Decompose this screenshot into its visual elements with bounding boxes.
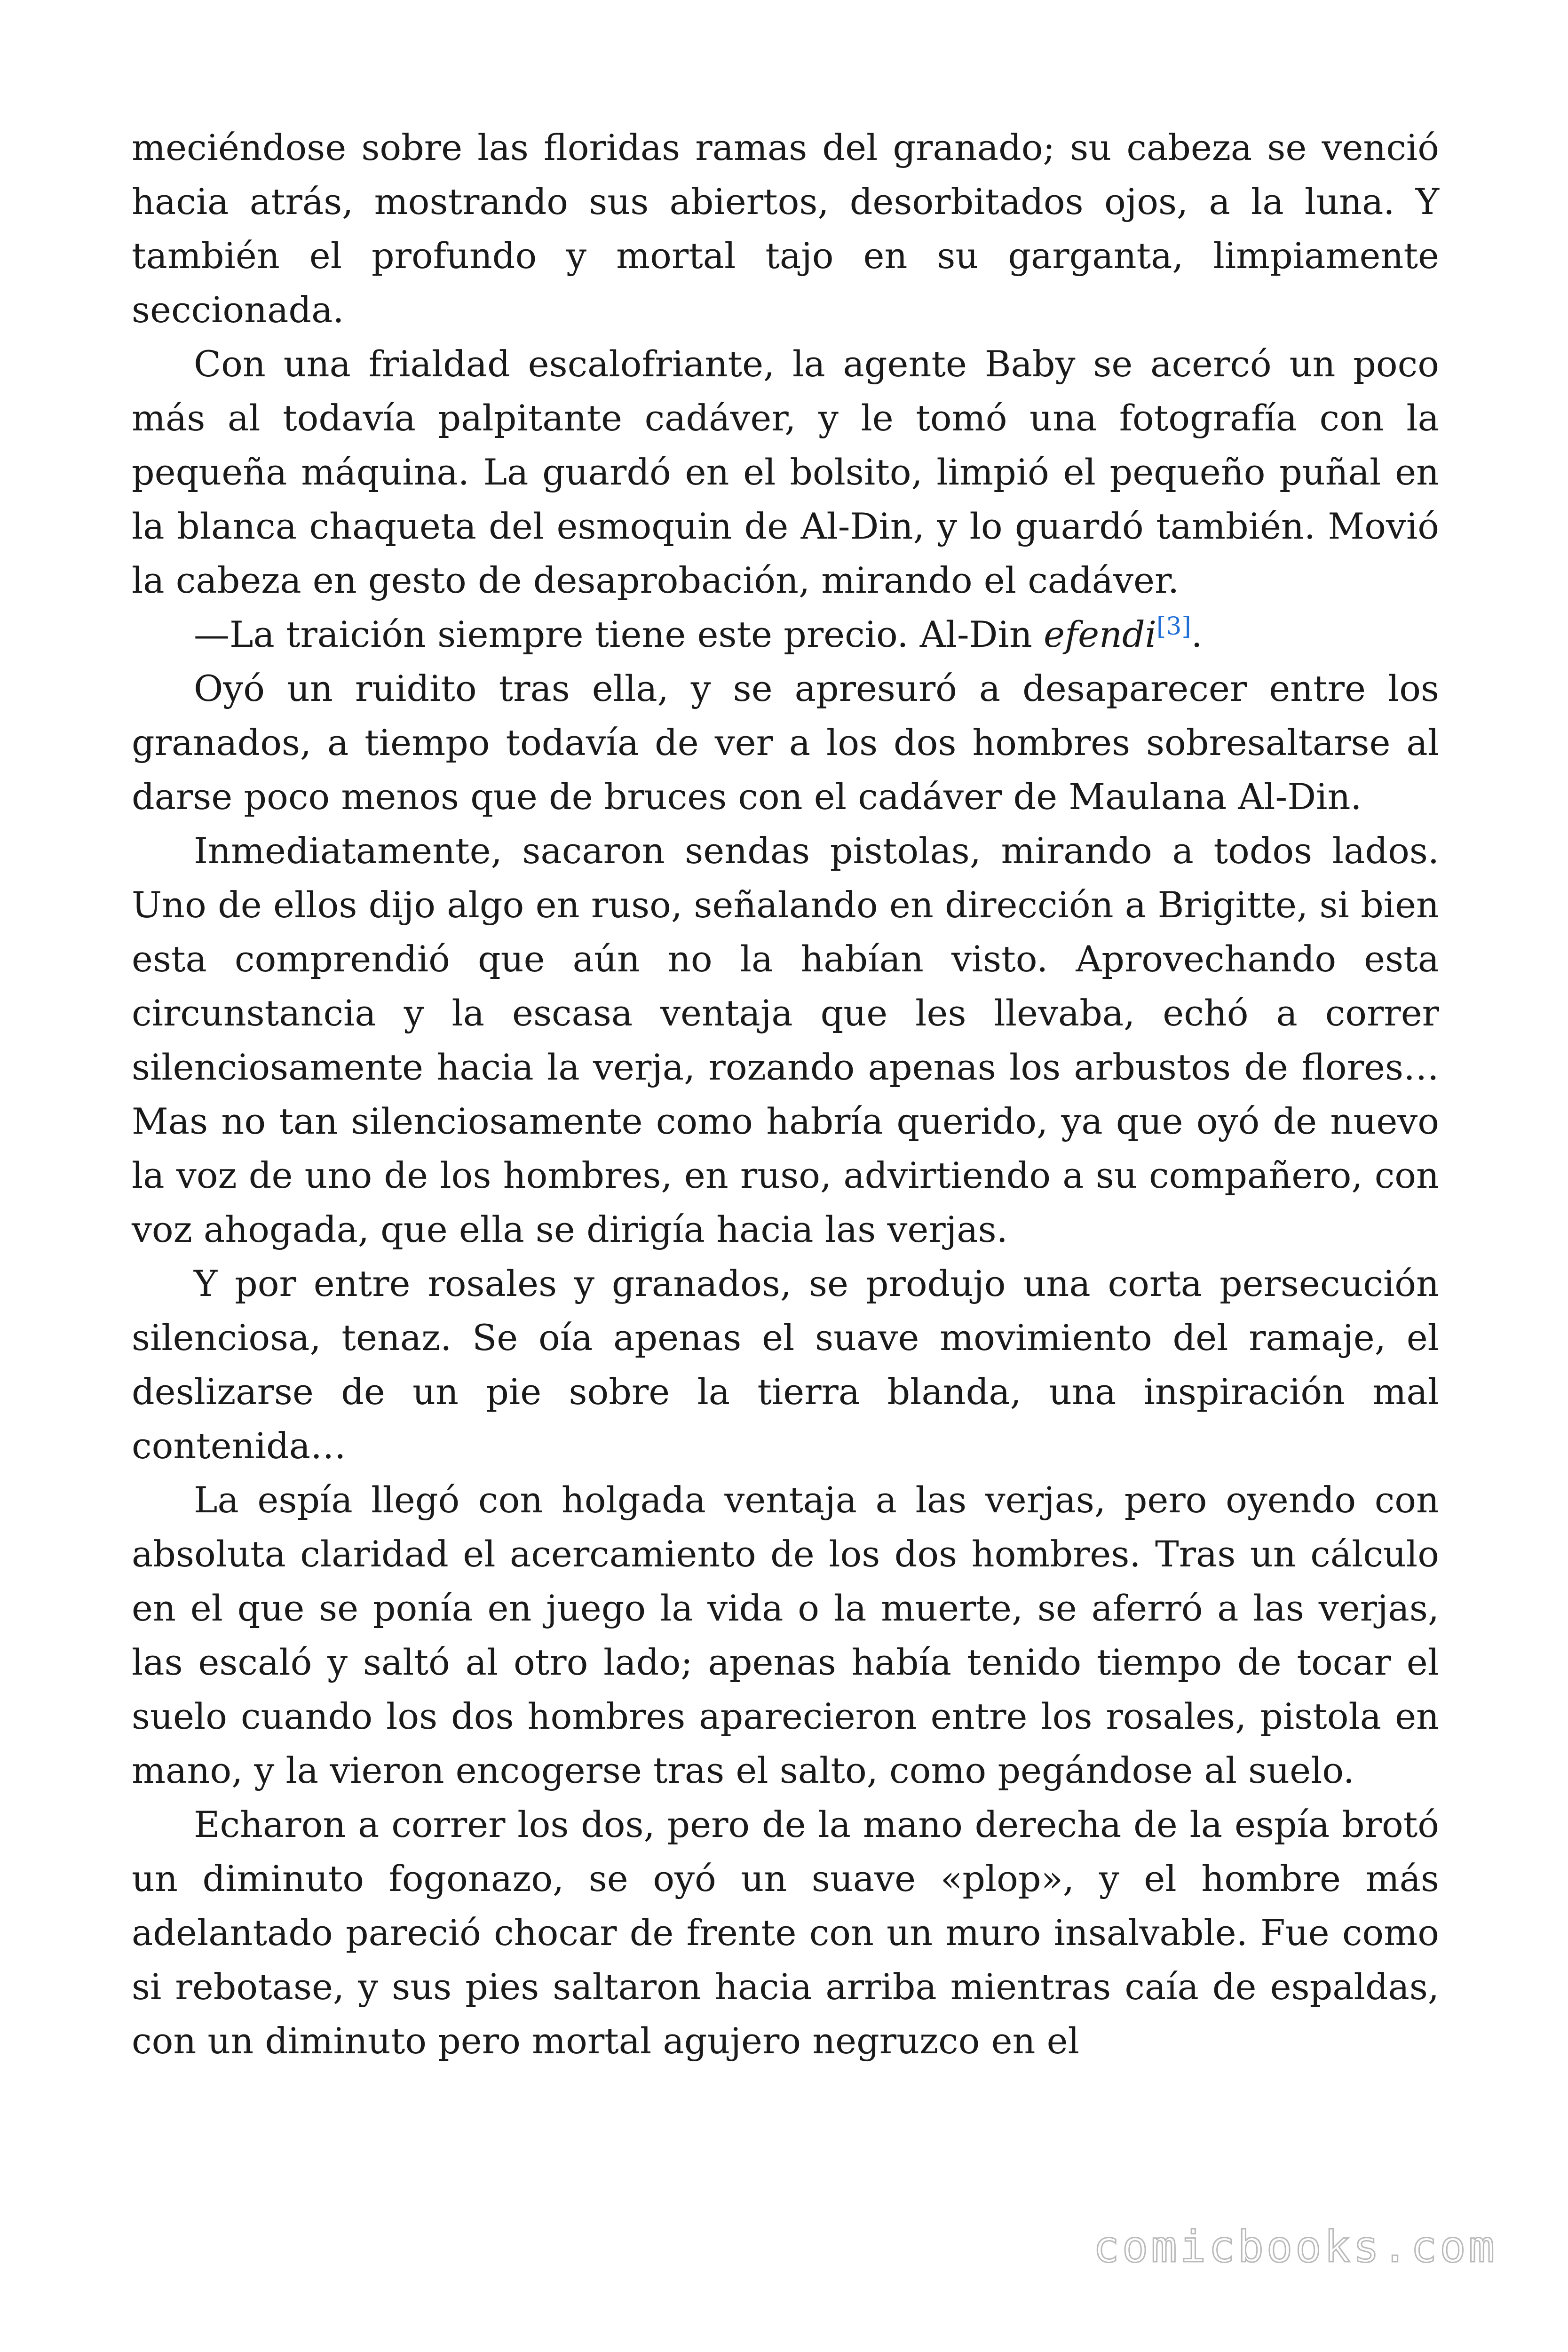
paragraph: Echaron a correr los dos, pero de la mano derecha de la espía brotó un diminuto fogonazo, se oyó un suave «plop», y el hombre más adelantado pareció chocar de frente con un muro insalvable. Fue como si rebotase, y sus pies saltaron hacia arriba mientras caía de espaldas, con un diminuto pero mortal agujero negruzco en el: [132, 1804, 1439, 2062]
dialogue-text: —La traición siempre tiene este precio. Al-Din: [194, 613, 1044, 655]
watermark-logo: comicbooks.com: [1093, 2222, 1497, 2272]
italic-word: efendi: [1043, 613, 1156, 655]
paragraph: La espía llegó con holgada ventaja a las verjas, pero oyendo con absoluta claridad el acercamiento de los dos hombres. Tras un cálculo en el que se ponía en juego la vida o la muerte, se aferró a las verjas, las escaló y saltó al otro lado; apenas había tenido tiempo de tocar el suelo cuando los dos hombres aparecieron entre los rosales, pistola en mano, y la vieron encogerse tras el salto, como pegándose al suelo.: [132, 1479, 1439, 1791]
paragraph: Inmediatamente, sacaron sendas pistolas, mirando a todos lados. Uno de ellos dijo algo en ruso, señalando en dirección a Brigitte, si bien esta comprendió que aún no la habían visto. Aprovechando esta circunstancia y la escasa ventaja que les llevaba, echó a correr silenciosamente hacia la verja, rozando apenas los arbustos de flores… Mas no tan silenciosamente como habría querido, ya que oyó de nuevo la voz de uno de los hombres, en ruso, advirtiendo a su compañero, con voz ahogada, que ella se dirigía hacia las verjas.: [132, 830, 1439, 1250]
footnote-link[interactable]: [3]: [1156, 612, 1191, 641]
dialogue-paragraph: [132, 607, 1439, 661]
paragraph: Y por entre rosales y granados, se produjo una corta persecución silenciosa, tenaz. Se oía apenas el suave movimiento del ramaje, el deslizarse de un pie sobre la tierra blanda, una inspiración mal contenida…: [132, 1263, 1439, 1467]
paragraph: Oyó un ruidito tras ella, y se apresuró a desaparecer entre los granados, a tiempo todavía de ver a los dos hombres sobresaltarse al darse poco menos que de bruces con el cadáver de Maulana Al-Din.: [132, 667, 1439, 818]
dialogue-end: .: [1191, 613, 1203, 655]
paragraph: Con una frialdad escalofriante, la agente Baby se acercó un poco más al todavía palpitante cadáver, y le tomó una fotografía con la pequeña máquina. La guardó en el bolsito, limpió el pequeño puñal en la blanca chaqueta del esmoquin de Al-Din, y lo guardó también. Movió la cabeza en gesto de desaprobación, mirando el cadáver.: [132, 343, 1439, 601]
paragraph-continuation: meciéndose sobre las floridas ramas del granado; su cabeza se venció hacia atrás, mostrando sus abiertos, desorbitados ojos, a la luna. Y también el profundo y mortal tajo en su garganta, limpiamente seccionada.: [132, 127, 1439, 331]
book-page-text: [132, 120, 1439, 2068]
